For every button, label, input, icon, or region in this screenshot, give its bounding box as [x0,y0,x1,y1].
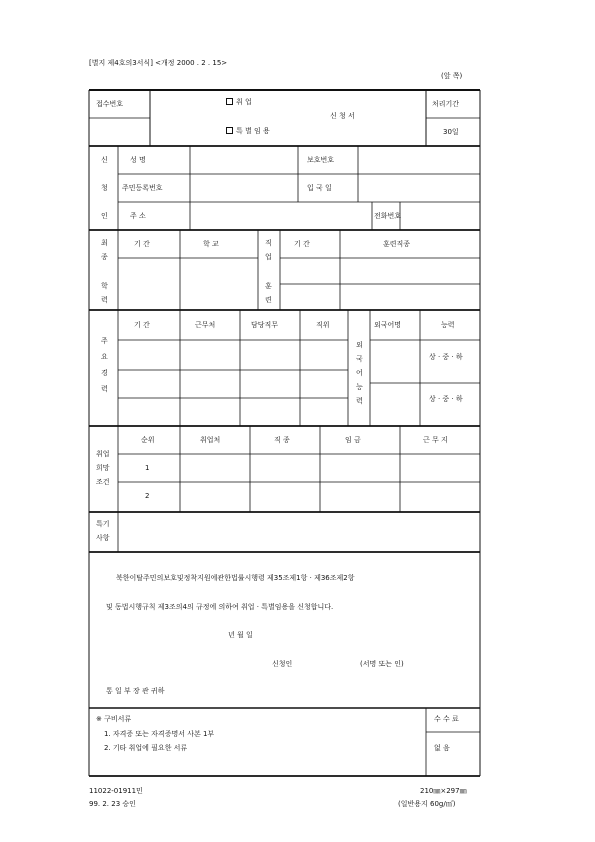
applicant-signature-label: 신청인 [272,660,293,668]
employer-header: 취업처 [200,436,221,444]
phone-field[interactable] [401,203,479,229]
career-section-char: 력 [101,385,108,393]
applicant-section-char: 청 [101,184,108,192]
education-section-char: 학 [101,282,108,290]
address-label: 주 소 [130,212,146,220]
sign-or-seal: (서명 또는 인) [360,660,404,668]
rank-header: 순위 [141,436,155,444]
name-label: 성 명 [130,156,146,164]
phone-label: 전화번호 [374,212,402,220]
statement-line-2: 및 동법시행규칙 제3조의4의 규정에 의하여 취업 · 특별임용을 신청합니다. [106,603,334,611]
education-period-header: 기 간 [134,240,150,248]
notes-field[interactable] [119,513,479,551]
wage-header: 임 금 [345,436,361,444]
guardian-number-field[interactable] [359,147,479,173]
date-line: 년 월 일 [228,631,253,639]
education-section-char: 종 [101,253,108,261]
guardian-number-label: 보호번호 [307,156,335,164]
hope-section-label: 희망 [96,464,110,472]
training-period-header: 기 간 [294,240,310,248]
vocational-char: 직 [265,239,272,247]
page-side: (앞 쪽) [441,72,463,80]
address-field[interactable] [191,203,371,229]
special-appointment-checkbox[interactable] [226,127,233,134]
job-header: 직 종 [274,436,290,444]
hope-section-label: 취업 [96,450,110,458]
ability-header: 능력 [441,321,455,329]
recipient: 통 일 부 장 관 귀하 [106,687,165,695]
vocational-char: 훈 [265,282,272,290]
required-document-1: 1. 자격증 또는 자격증명서 사본 1부 [104,730,215,738]
language-level-1[interactable]: 상 · 중 · 하 [429,353,463,361]
statement-line-1: 북한이탈주민의보호및정착지원에관한법률시행령 제35조제1항 · 제36조제2항 [116,574,355,582]
education-section-char: 력 [101,296,108,304]
notes-label: 사항 [96,534,110,542]
career-period-header: 기 간 [134,321,150,329]
language-section-char: 력 [356,397,363,405]
location-header: 근 무 지 [423,436,448,444]
language-section-char: 어 [356,369,363,377]
form-reference: [별지 제4호의3서식] <개정 2000 . 2 . 15> [89,59,228,67]
position-header: 직위 [316,321,330,329]
name-field[interactable] [191,147,297,173]
vocational-char: 업 [265,253,272,261]
fee-value: 없 음 [434,744,450,752]
processing-days: 30일 [443,128,459,136]
rank-2: 2 [145,492,150,500]
receipt-number-label: 접수번호 [96,100,124,108]
career-section-char: 경 [101,369,108,377]
processing-period-label: 처리기간 [432,100,460,108]
special-appointment-option[interactable] [226,127,270,135]
rank-1: 1 [145,464,150,472]
language-level-2[interactable]: 상 · 중 · 하 [429,395,463,403]
paper-size: 210㎜×297㎜ [420,787,467,795]
required-documents-title: ※ 구비서류 [96,715,132,723]
education-section-char: 최 [101,239,108,247]
resident-number-field[interactable] [191,175,297,201]
employment-label: 취 업 [236,98,252,106]
entry-date-field[interactable] [359,175,479,201]
career-section-char: 요 [101,353,108,361]
career-section-char: 주 [101,337,108,345]
paper-type: (일반용지 60g/㎡) [398,800,456,808]
applicant-section-char: 신 [101,156,108,164]
form-code: 11022-01911민 [89,787,143,795]
school-header: 학 교 [203,240,219,248]
language-section-char: 국 [356,355,363,363]
entry-date-label: 입 국 일 [307,184,332,192]
training-type-header: 훈련직종 [383,240,411,248]
employment-option[interactable] [226,98,252,106]
duty-header: 담당직무 [251,321,279,329]
applicant-section-char: 인 [101,212,108,220]
employment-checkbox[interactable] [226,98,233,105]
language-section-char: 능 [356,383,363,391]
language-section-char: 외 [356,341,363,349]
fee-label: 수 수 료 [434,715,459,723]
resident-number-label: 주민등록번호 [122,184,163,192]
notes-label: 특기 [96,520,110,528]
language-name-header: 외국어명 [374,321,402,329]
workplace-header: 근무처 [195,321,216,329]
special-appointment-label: 특 별 임 용 [236,127,270,135]
hope-section-label: 조건 [96,478,110,486]
approval-date: 99. 2. 23 승인 [89,800,136,808]
form-title: 신 청 서 [330,112,355,120]
required-document-2: 2. 기타 취업에 필요한 서류 [104,744,188,752]
vocational-char: 련 [265,296,272,304]
